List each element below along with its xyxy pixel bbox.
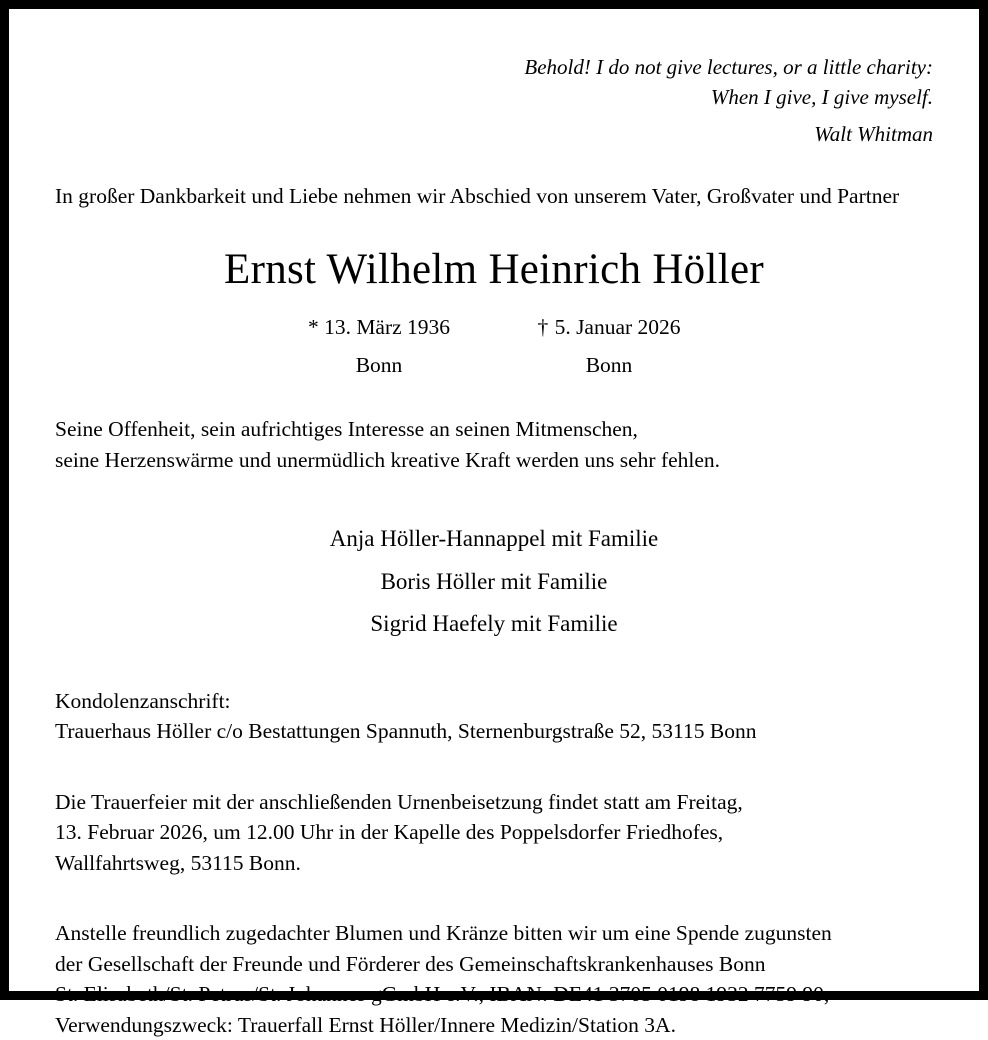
condolence-heading: Kondolenzanschrift: [55,688,231,713]
donation-line-4: Verwendungszweck: Trauerfall Ernst Höller/Innere Medizin/Station 3A. [55,1012,676,1037]
survivor-item: Sigrid Haefely mit Familie [370,611,618,637]
death-info [494,315,724,378]
quote-line-1: Behold! I do not give lectures, or a little charity: [524,55,933,79]
tribute-line-2: seine Herzenswärme und unermüdlich kreative Kraft werden uns sehr fehlen. [55,447,721,472]
birth-symbol: * [307,314,319,339]
cross-icon: † [537,314,550,339]
birth-info [264,315,494,378]
survivor-item: Anja Höller-Hannappel mit Familie [329,526,659,552]
condolence-address: Trauerhaus Höller c/o Bestattungen Spannuth, Sternenburgstraße 52, 53115 Bonn [55,719,757,744]
tribute-text [55,414,933,476]
birth-date: 13. März 1936 [324,314,451,339]
condolence-block [55,686,933,747]
ceremony-line-3: Wallfahrtsweg, 53115 Bonn. [55,850,301,875]
quote-author: Walt Whitman [814,121,933,146]
death-place: Bonn [585,352,633,377]
death-date: 5. Januar 2026 [554,314,681,339]
ceremony-line-2: 13. Februar 2026, um 12.00 Uhr in der Kapelle des Poppelsdorfer Friedhofes, [55,820,724,845]
deceased-name: Ernst Wilhelm Heinrich Höller [224,246,764,294]
ceremony-block [55,787,933,879]
quote-line-2: When I give, I give myself. [710,84,933,109]
introduction-text: In großer Dankbarkeit und Liebe nehmen wir Abschied von unserem Vater, Großvater und Partner [55,184,900,209]
life-dates [55,315,933,378]
birth-place: Bonn [355,352,403,377]
ceremony-line-1: Die Trauerfeier mit der anschließenden Urnenbeisetzung findet statt am Freitag, [55,789,743,814]
survivor-item: Boris Höller mit Familie [380,568,608,594]
donation-line-1: Anstelle freundlich zugedachter Blumen und Kränze bitten wir um eine Spende zugunsten [55,921,832,946]
survivors-list [55,518,933,646]
obituary-content [9,9,979,1037]
donation-block [55,918,933,1040]
epitaph-quote [55,53,933,149]
donation-line-2: der Gesellschaft der Freunde und Förderer des Gemeinschaftskrankenhauses Bonn [55,951,766,976]
donation-line-3: St. Elisabeth/St. Petrus/St. Johannes gGmbH e.V., IBAN: DE41 3705 0198 1932 7759 90, [55,982,830,1007]
tribute-line-1: Seine Offenheit, sein aufrichtiges Interesse an seinen Mitmenschen, [55,416,638,441]
